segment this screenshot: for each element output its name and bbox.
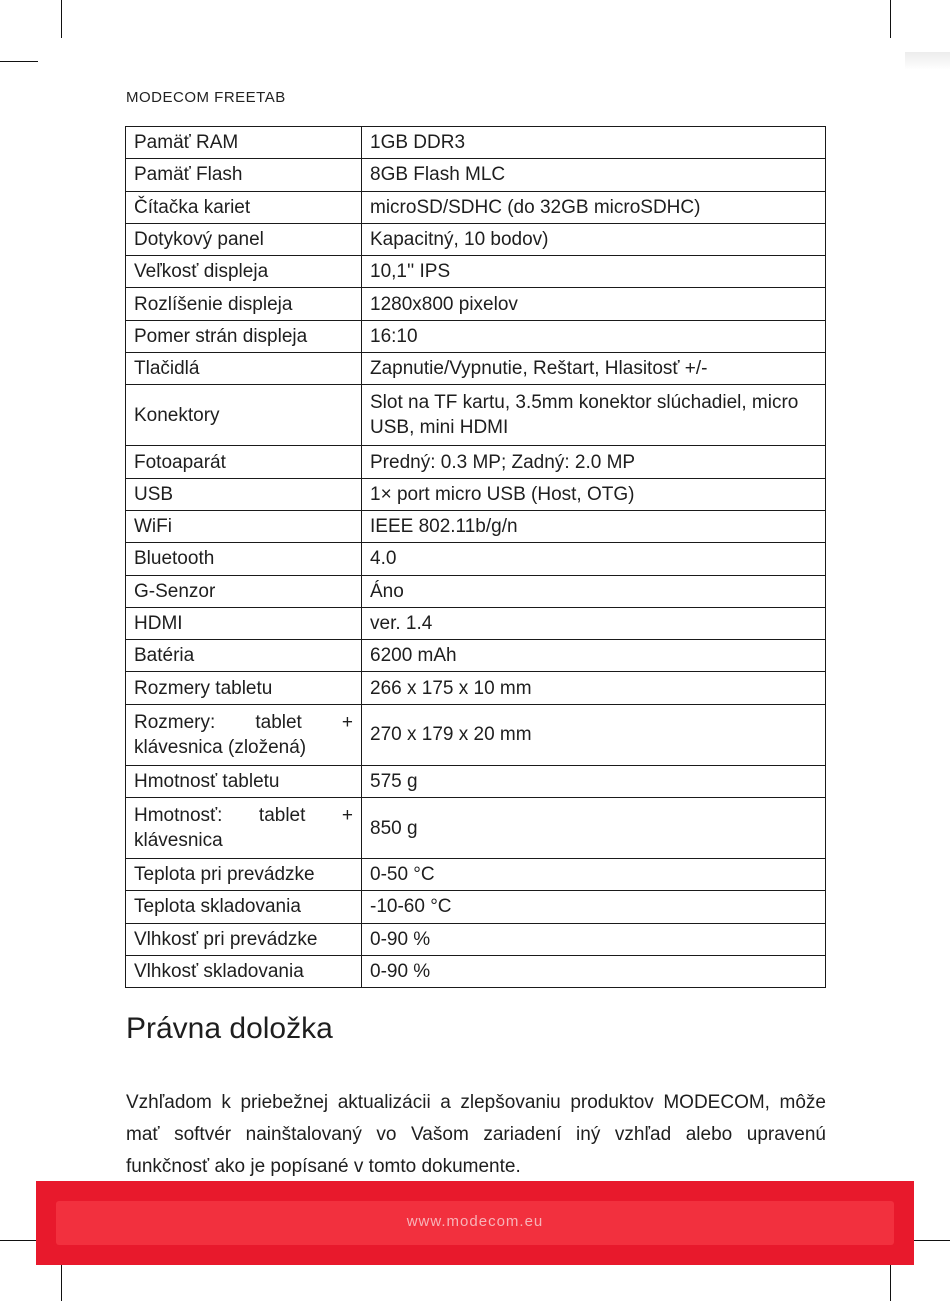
spec-value: -10-60 °C — [362, 891, 826, 923]
spec-key: WiFi — [126, 510, 362, 542]
spec-row — [126, 704, 826, 765]
spec-key: Batéria — [126, 640, 362, 672]
spec-row — [126, 478, 826, 510]
legal-paragraph: Vzhľadom k priebežnej aktualizácii a zlepšovaniu produktov MODECOM, môže mať softvér nainštalovaný vo Vašom zariadení iný vzhľad alebo upravenú funkčnosť ako je popísané v tomto dokumente. — [126, 1092, 826, 1177]
running-header: MODECOM FREETAB — [126, 89, 286, 106]
spec-key: HDMI — [126, 607, 362, 639]
spec-key: Pamäť Flash — [126, 159, 362, 191]
footer-inner-panel — [56, 1201, 894, 1245]
spec-row — [126, 320, 826, 352]
spec-key: Pomer strán displeja — [126, 320, 362, 352]
spec-value: 8GB Flash MLC — [362, 159, 826, 191]
spec-row — [126, 223, 826, 255]
spec-key: Vlhkosť pri prevádzke — [126, 923, 362, 955]
spec-row — [126, 891, 826, 923]
spec-key: G-Senzor — [126, 575, 362, 607]
crop-mark — [912, 1240, 950, 1241]
spec-value: ver. 1.4 — [362, 607, 826, 639]
spec-value: 270 x 179 x 20 mm — [362, 704, 826, 765]
spec-value: 4.0 — [362, 543, 826, 575]
spec-value: 0-90 % — [362, 923, 826, 955]
spec-row — [126, 607, 826, 639]
spec-row — [126, 446, 826, 478]
spec-row — [126, 575, 826, 607]
crop-mark — [61, 0, 62, 38]
spec-key: Čítačka kariet — [126, 191, 362, 223]
spec-key: Rozmery: tablet + klávesnica (zložená) — [126, 704, 362, 765]
spec-row — [126, 798, 826, 859]
spec-table — [125, 126, 826, 988]
spec-value: Predný: 0.3 MP; Zadný: 2.0 MP — [362, 446, 826, 478]
spec-value: 10,1'' IPS — [362, 256, 826, 288]
spec-row — [126, 923, 826, 955]
spec-key: Rozlíšenie displeja — [126, 288, 362, 320]
spec-key: Teplota pri prevádzke — [126, 859, 362, 891]
spec-key: USB — [126, 478, 362, 510]
spec-row — [126, 765, 826, 797]
crop-mark — [890, 1262, 891, 1301]
spec-key: Fotoaparát — [126, 446, 362, 478]
crop-mark — [890, 0, 891, 38]
spec-row — [126, 256, 826, 288]
page-edge-shadow — [905, 52, 950, 70]
legal-section-title: Právna doložka — [126, 1012, 333, 1045]
crop-mark — [0, 61, 38, 62]
spec-value: 1× port micro USB (Host, OTG) — [362, 478, 826, 510]
spec-value: Zapnutie/Vypnutie, Reštart, Hlasitosť +/- — [362, 353, 826, 385]
spec-row — [126, 859, 826, 891]
spec-value: 266 x 175 x 10 mm — [362, 672, 826, 704]
spec-value: 850 g — [362, 798, 826, 859]
spec-key: Veľkosť displeja — [126, 256, 362, 288]
spec-value: 0-50 °C — [362, 859, 826, 891]
spec-row — [126, 385, 826, 446]
spec-row — [126, 191, 826, 223]
footer-url: www.modecom.eu — [406, 1213, 544, 1230]
spec-value: 0-90 % — [362, 955, 826, 987]
spec-value: 16:10 — [362, 320, 826, 352]
spec-table-body — [126, 127, 826, 988]
spec-key: Pamäť RAM — [126, 127, 362, 159]
spec-key: Tlačidlá — [126, 353, 362, 385]
spec-value: 6200 mAh — [362, 640, 826, 672]
spec-row — [126, 288, 826, 320]
spec-row — [126, 672, 826, 704]
spec-value: 1GB DDR3 — [362, 127, 826, 159]
spec-row — [126, 955, 826, 987]
spec-row — [126, 543, 826, 575]
spec-value: Áno — [362, 575, 826, 607]
spec-value: IEEE 802.11b/g/n — [362, 510, 826, 542]
crop-mark — [0, 1240, 38, 1241]
spec-value: Slot na TF kartu, 3.5mm konektor slúchadiel, micro USB, mini HDMI — [362, 385, 826, 446]
footer-band — [36, 1181, 914, 1265]
spec-value: Kapacitný, 10 bodov) — [362, 223, 826, 255]
spec-row — [126, 159, 826, 191]
spec-value: 1280x800 pixelov — [362, 288, 826, 320]
spec-key: Hmotnosť tabletu — [126, 765, 362, 797]
spec-key: Rozmery tabletu — [126, 672, 362, 704]
spec-key: Bluetooth — [126, 543, 362, 575]
spec-row — [126, 510, 826, 542]
spec-key: Konektory — [126, 385, 362, 446]
spec-value: microSD/SDHC (do 32GB microSDHC) — [362, 191, 826, 223]
spec-key: Teplota skladovania — [126, 891, 362, 923]
spec-key: Hmotnosť: tablet + klávesnica — [126, 798, 362, 859]
spec-row — [126, 127, 826, 159]
crop-mark — [61, 1262, 62, 1301]
spec-row — [126, 640, 826, 672]
spec-key: Dotykový panel — [126, 223, 362, 255]
spec-value: 575 g — [362, 765, 826, 797]
spec-row — [126, 353, 826, 385]
spec-key: Vlhkosť skladovania — [126, 955, 362, 987]
